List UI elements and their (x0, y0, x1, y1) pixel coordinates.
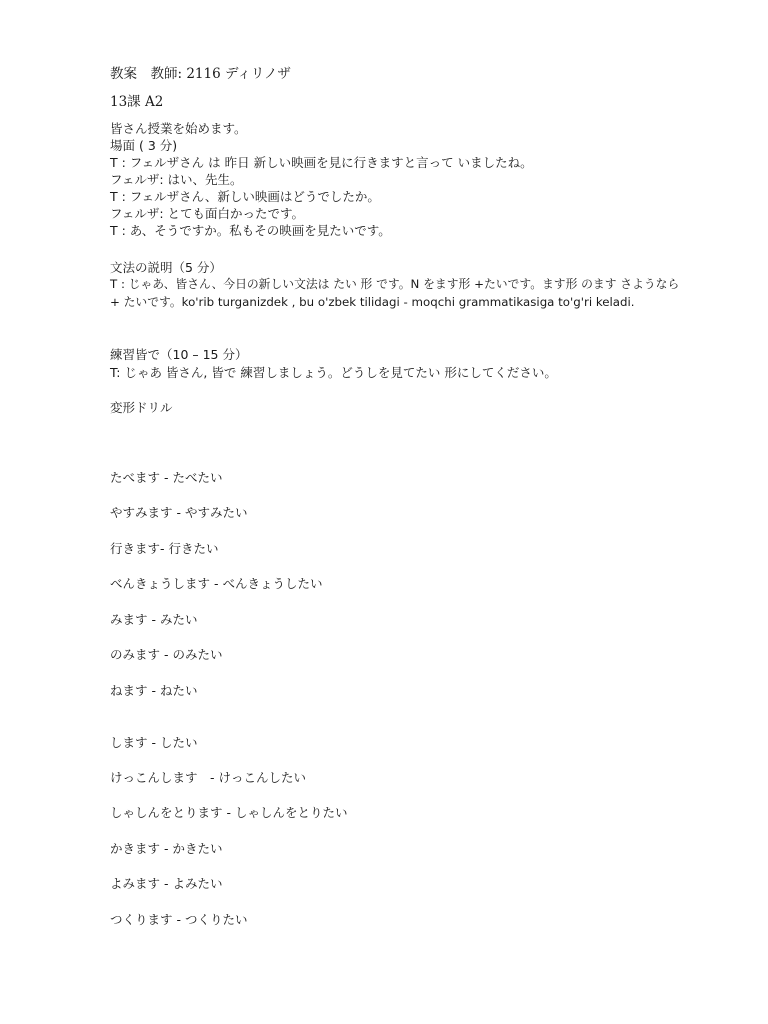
document-title: 教案 教師: 2116 ディリノザ (110, 66, 291, 82)
practice-heading: 練習皆で（10 – 15 分） (110, 347, 248, 362)
drill-title: 変形ドリル (110, 400, 173, 415)
dialogue-line: フェルザ: とても面白かったです。 (110, 206, 305, 221)
practice-instruction: T: じゃあ 皆さん, 皆で 練習しましょう。どうしを見てたい 形にしてください。 (110, 365, 557, 380)
grammar-heading: 文法の説明（5 分） (110, 260, 222, 275)
scene-intro: 皆さん授業を始めます。 (110, 121, 247, 136)
drill-item: かきます - かきたい (110, 841, 223, 856)
dialogue-line: T : フェルザさん、新しい映画はどうでしたか。 (110, 189, 380, 204)
drill-item: けっこんします - けっこんしたい (110, 770, 306, 785)
drill-item: します - したい (110, 735, 198, 750)
drill-item: たべます - たべたい (110, 470, 223, 485)
scene-heading: 場面 ( 3 分) (110, 138, 178, 153)
dialogue-line: T : フェルザさん は 昨日 新しい映画を見に行きますと言って いましたね。 (110, 155, 533, 170)
drill-item: べんきょうします - べんきょうしたい (110, 576, 323, 591)
drill-item: つくります - つくりたい (110, 912, 248, 927)
drill-item: みます - みたい (110, 612, 198, 627)
dialogue-line: フェルザ: はい、先生。 (110, 172, 243, 187)
lesson-label: 13課 A2 (110, 94, 164, 110)
grammar-explanation: + たいです。ko'rib turganizdek , bu o'zbek tilidagi - moqchi grammatikasiga to'g'ri keladi. (110, 295, 635, 309)
drill-item: よみます - よみたい (110, 876, 223, 891)
drill-item: やすみます - やすみたい (110, 505, 248, 520)
document-page (110, 0, 730, 1024)
drill-item: ねます - ねたい (110, 683, 198, 698)
drill-item: しゃしんをとります - しゃしんをとりたい (110, 805, 348, 820)
dialogue-line: T : あ、そうですか。私もその映画を見たいです。 (110, 223, 391, 238)
grammar-explanation: T : じゃあ、皆さん、今日の新しい文法は たい 形 です。N をます形 +たいです。ます形 のます さようなら (110, 277, 680, 291)
drill-item: のみます - のみたい (110, 647, 223, 662)
drill-item: 行きます- 行きたい (110, 541, 219, 556)
